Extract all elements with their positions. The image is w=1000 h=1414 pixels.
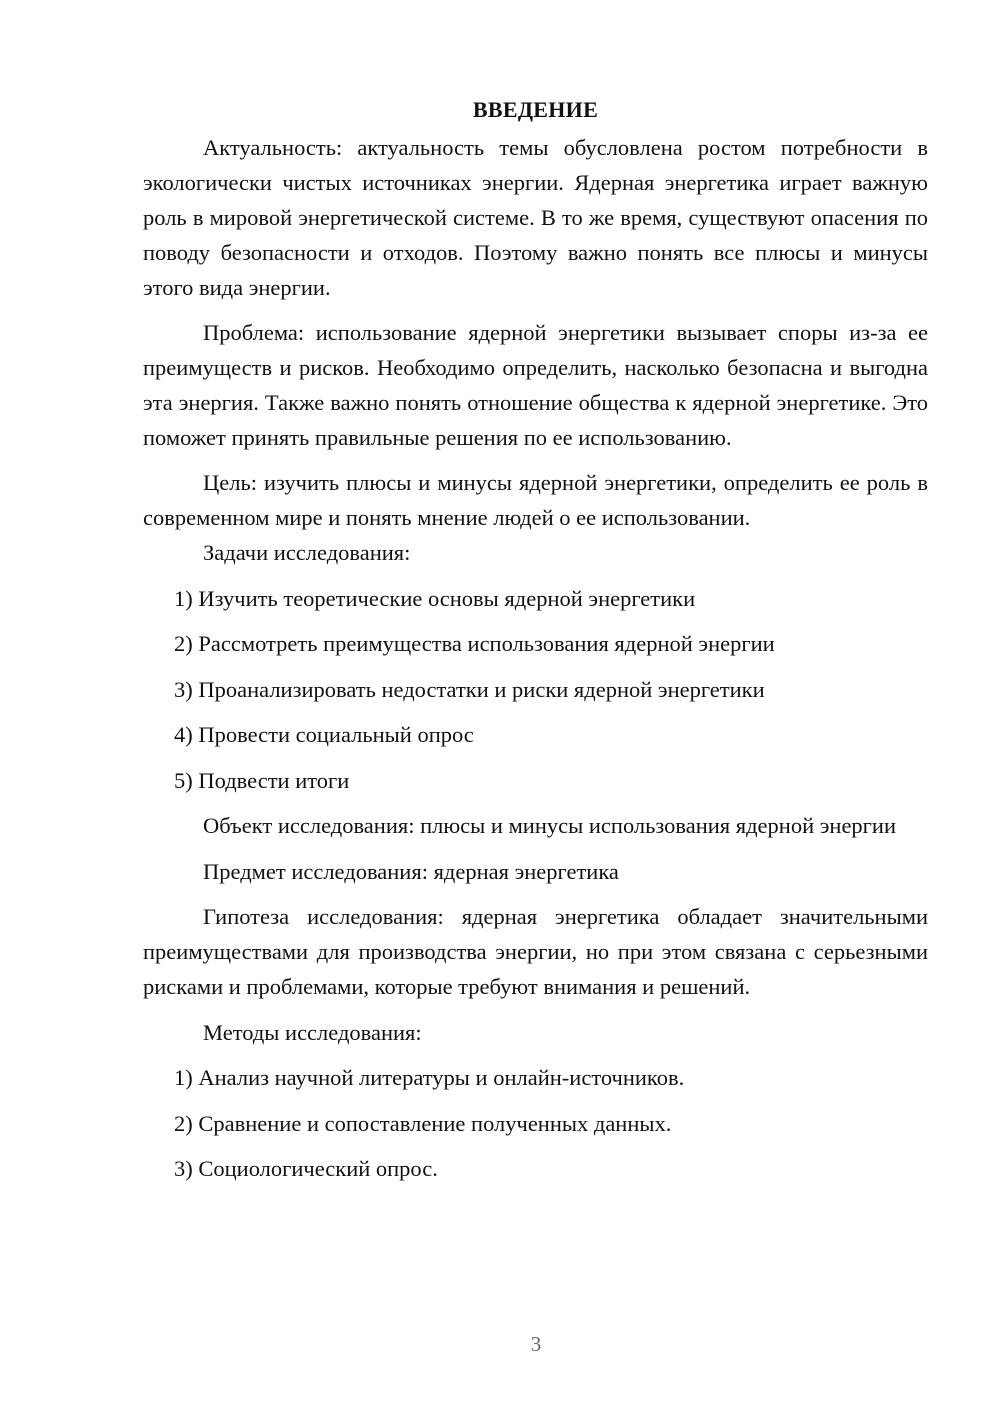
list-item: 1) Анализ научной литературы и онлайн-источников.: [174, 1065, 685, 1090]
goal-paragraph: Цель: изучить плюсы и минусы ядерной энергетики, определить ее роль в современном мире и понять мнение людей о ее использовании.: [143, 470, 928, 530]
object-paragraph: Объект исследования: плюсы и минусы использования ядерной энергии: [203, 813, 896, 838]
tasks-heading: Задачи исследования:: [203, 540, 411, 565]
list-item: 3) Социологический опрос.: [174, 1156, 438, 1181]
list-item: 3) Проанализировать недостатки и риски ядерной энергетики: [174, 676, 765, 702]
methods-list: [143, 1060, 928, 1186]
page-number: 3: [530, 1332, 542, 1356]
list-item: 1) Изучить теоретические основы ядерной энергетики: [174, 585, 696, 611]
list-item: 5) Подвести итоги: [174, 767, 350, 793]
hypothesis-paragraph: Гипотеза исследования: ядерная энергетика обладает значительными преимуществами для производства энергии, но при этом связана с серьезными рисками и проблемами, которые требуют внимания и решений.: [143, 904, 928, 999]
methods-heading: Методы исследования:: [203, 1019, 422, 1045]
list-item: 2) Сравнение и сопоставление полученных данных.: [174, 1110, 672, 1136]
subject-paragraph: Предмет исследования: ядерная энергетика: [203, 858, 619, 884]
relevance-paragraph: Актуальность: актуальность темы обусловлена ростом потребности в экологически чистых источниках энергии. Ядерная энергетика играет важную роль в мировой энергетической системе. В то же время, существуют опасения по поводу безопасности и отходов. Поэтому важно понять все плюсы и минусы этого вида энергии.: [143, 135, 928, 300]
list-item: 4) Провести социальный опрос: [174, 722, 474, 747]
problem-paragraph: Проблема: использование ядерной энергетики вызывает споры из-за ее преимуществ и рисков. Необходимо определить, насколько безопасна и выгодна эта энергия. Также важно понять отношение общества к ядерной энергетике. Это поможет принять правильные решения по ее использованию.: [143, 320, 928, 450]
section-title: ВВЕДЕНИЕ: [472, 97, 599, 122]
list-item: 2) Рассмотреть преимущества использования ядерной энергии: [174, 631, 775, 656]
tasks-list: [143, 581, 928, 798]
page-content: [143, 92, 928, 1186]
